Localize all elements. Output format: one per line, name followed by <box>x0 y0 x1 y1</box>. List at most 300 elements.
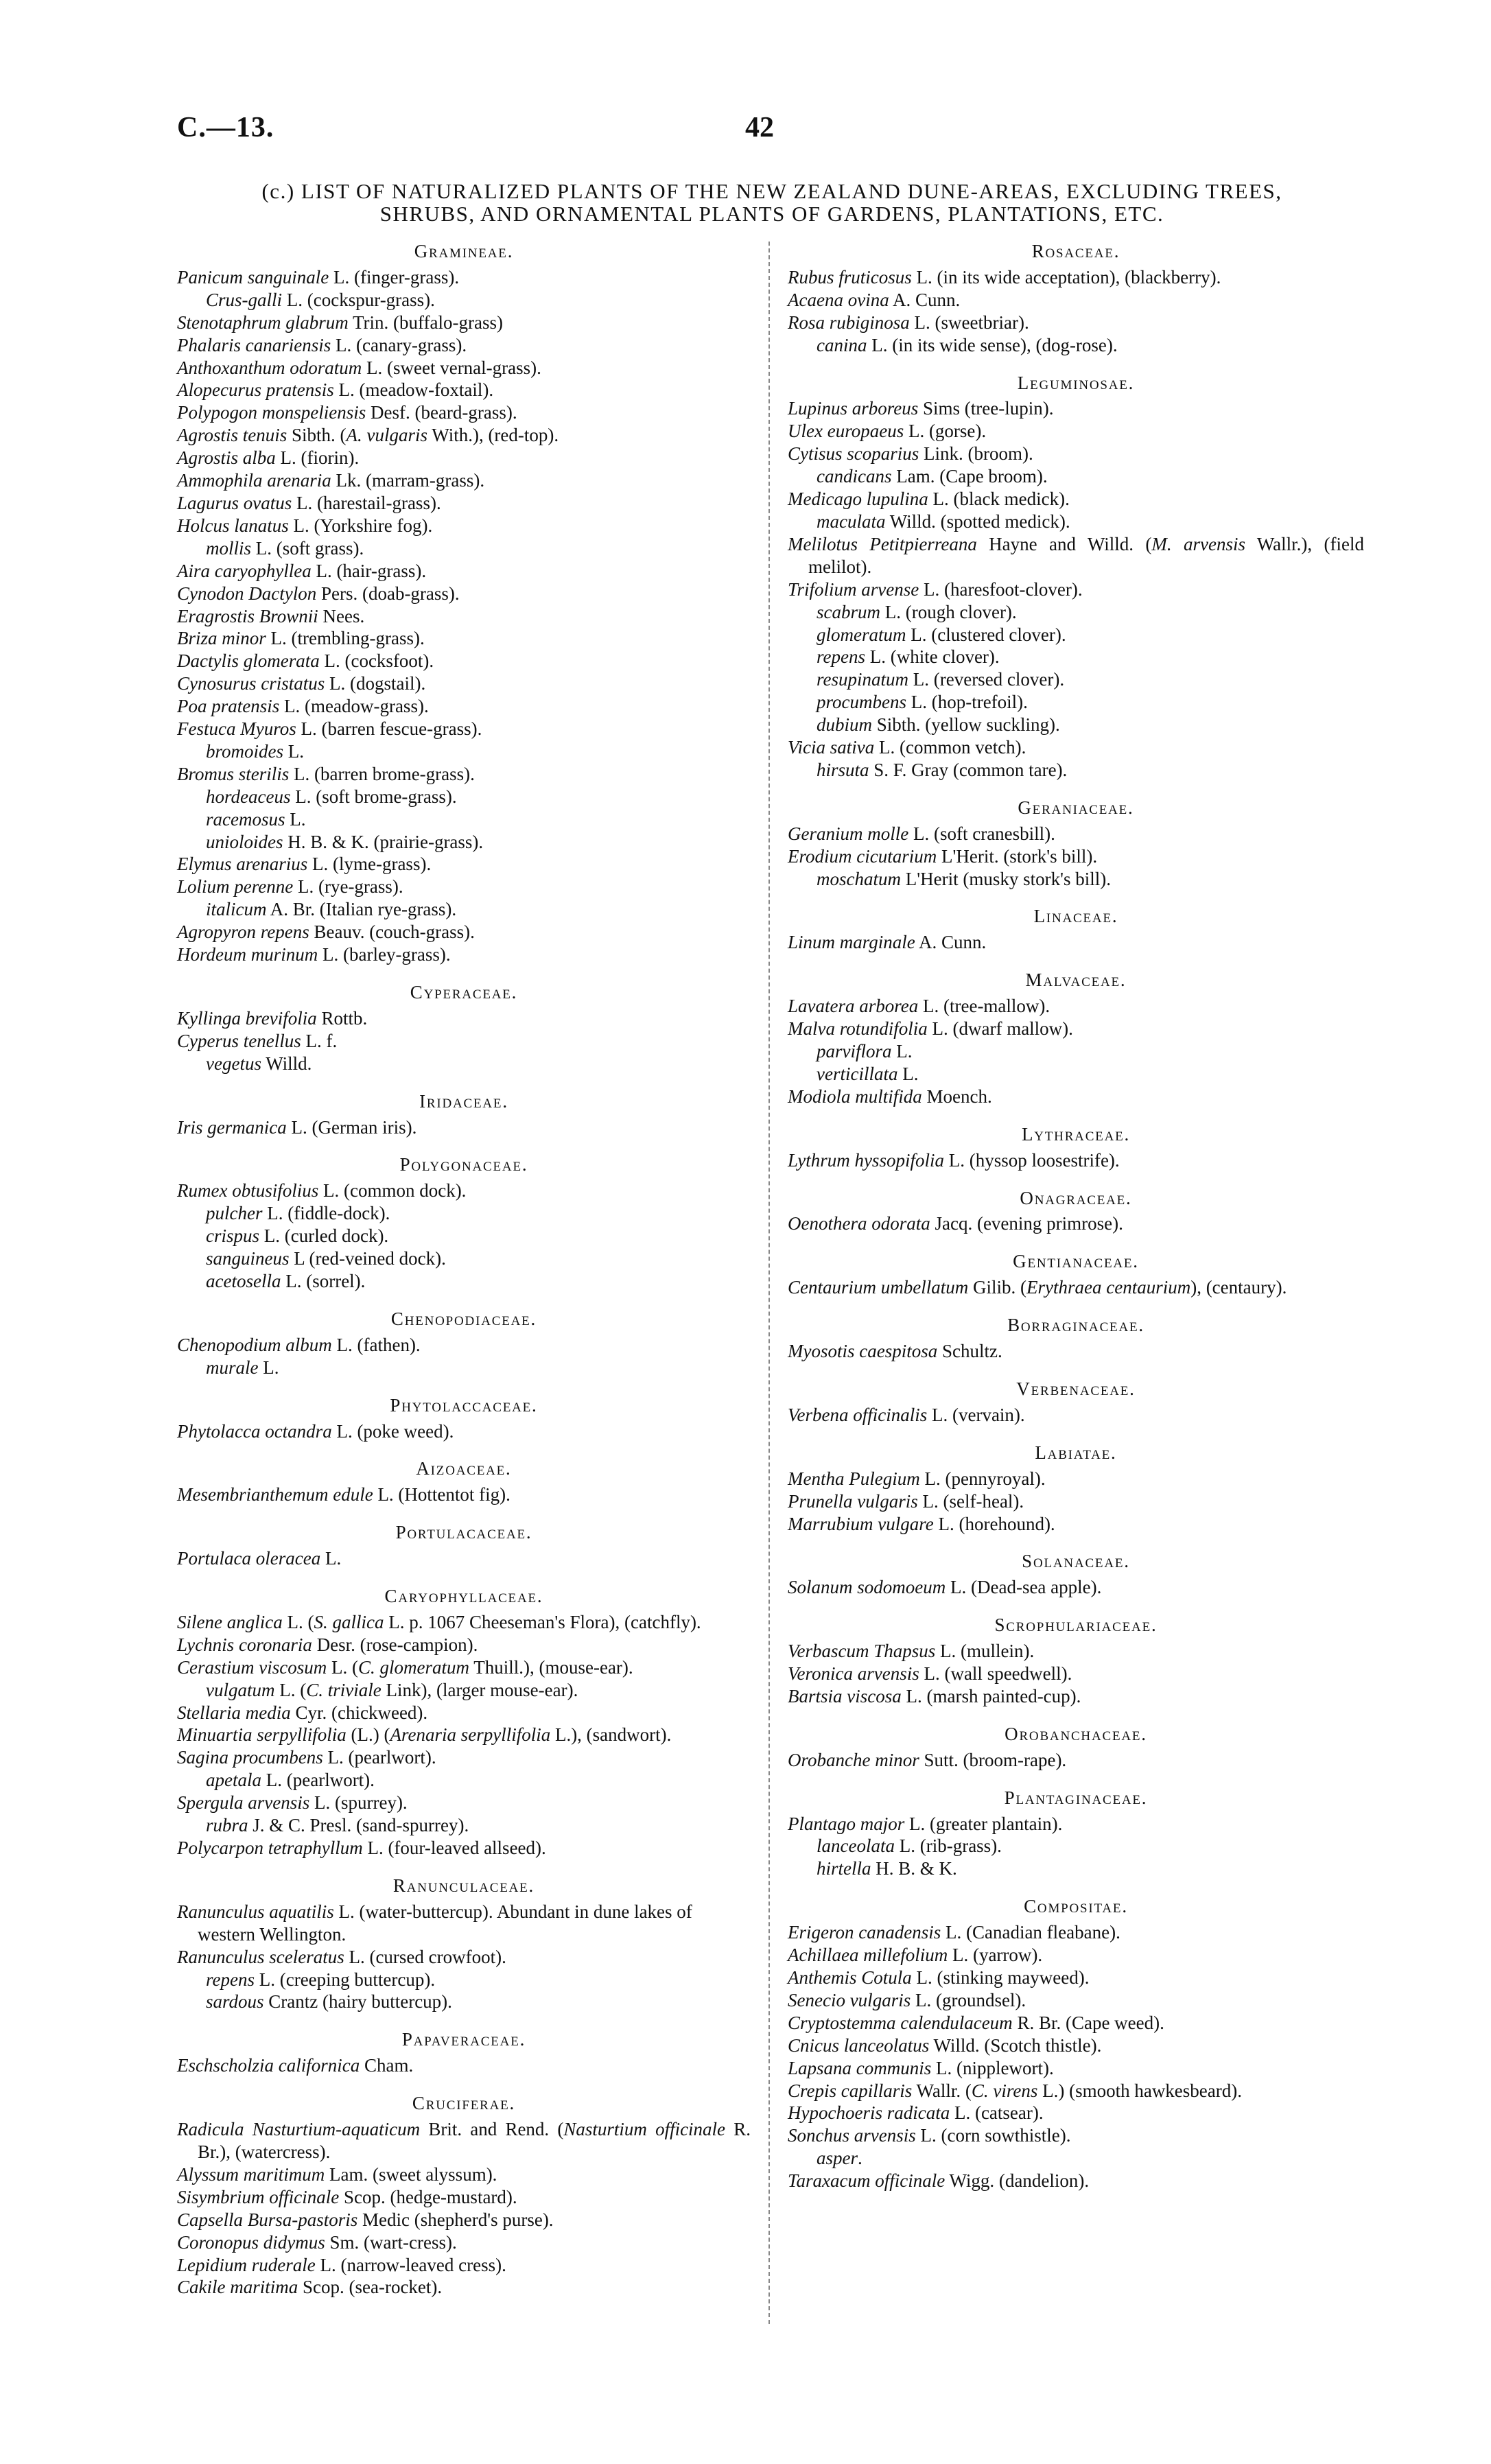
list-item <box>177 1814 751 1837</box>
list-item <box>788 1921 1364 1944</box>
species-authority: L. (corn sowthistle). <box>915 2125 1071 2146</box>
species-authority: J. & C. Presl. (sand-spurrey). <box>248 1815 469 1836</box>
species-name: Sonchus arvensis <box>788 2125 916 2146</box>
list-item <box>788 289 1364 312</box>
species-name: Agropyron repens <box>177 922 309 943</box>
list-item <box>788 1404 1364 1427</box>
list-item <box>177 1969 751 1991</box>
list-item <box>788 1340 1364 1363</box>
list-item <box>788 2012 1364 2034</box>
species-name: Bromus sterilis <box>177 763 290 784</box>
species-name: Prunella vulgaris <box>788 1490 918 1512</box>
species-name: Phytolacca octandra <box>177 1420 332 1442</box>
species-name: Linum marginale <box>788 932 915 953</box>
species-name: Polycarpon tetraphyllum <box>177 1838 363 1858</box>
species-authority: L. (mullein). <box>935 1641 1035 1662</box>
species-name: racemosus <box>206 808 285 830</box>
family-heading: Cruciferae. <box>412 2093 516 2114</box>
species-authority: L. (harestail-grass). <box>292 492 441 513</box>
list-item <box>177 2209 751 2231</box>
list-item <box>177 672 751 695</box>
species-authority: L. (spurrey). <box>309 1792 408 1814</box>
list-item <box>177 1270 751 1293</box>
list-item <box>177 469 751 492</box>
species-name: Anthemis Cotula <box>788 1967 912 1988</box>
list-item <box>177 1116 751 1139</box>
species-authority: . <box>858 2148 862 2169</box>
list-item <box>788 2124 1364 2147</box>
species-name: parviflora <box>817 1041 892 1061</box>
species-authority: L. (rough clover). <box>880 601 1017 622</box>
species-note: Thuill.), (mouse-ear). <box>469 1656 633 1678</box>
species-authority: L. (clustered clover). <box>906 624 1066 645</box>
list-item <box>788 1967 1364 1989</box>
list-item <box>177 2186 751 2209</box>
species-name: Malva rotundifolia <box>788 1018 928 1040</box>
species-authority: L. (wall speedwell). <box>919 1663 1072 1685</box>
list-item <box>177 943 751 966</box>
species-authority: L. <box>283 740 304 762</box>
list-item <box>177 515 751 537</box>
species-name: Chenopodium album <box>177 1334 332 1355</box>
list-item <box>177 831 751 854</box>
species-name: Coronopus didymus <box>177 2231 325 2253</box>
species-name: rubra <box>206 1815 248 1836</box>
family-heading: Gramineae. <box>414 241 514 261</box>
species-name: Stenotaphrum glabrum <box>177 312 349 333</box>
list-item <box>788 1212 1364 1235</box>
species-authority: L. (sweet vernal-grass). <box>362 357 541 378</box>
synonym-name: Nasturtium officinale <box>563 2119 726 2140</box>
list-item <box>177 763 751 786</box>
list-item <box>788 1468 1364 1490</box>
family-heading: Scrophulariaceae. <box>994 1615 1158 1636</box>
species-authority: Cham. <box>360 2055 414 2076</box>
species-name: verticillata <box>817 1063 898 1084</box>
species-name: Eragrostis Brownii <box>177 605 318 626</box>
species-authority: L. (gorse). <box>904 421 987 442</box>
species-note: Link), (larger mouse-ear). <box>381 1679 578 1700</box>
list-item <box>177 560 751 583</box>
species-name: Ranunculus aquatilis <box>177 1901 334 1922</box>
list-item <box>177 1247 751 1270</box>
species-authority: L. (trembling-grass). <box>266 628 425 649</box>
species-name: crispus <box>206 1225 260 1247</box>
species-authority: Link. (broom). <box>919 443 1033 465</box>
list-item <box>177 2163 751 2186</box>
list-item <box>177 1769 751 1792</box>
species-name: Eschscholzia californica <box>177 2055 360 2076</box>
list-item <box>788 1857 1364 1880</box>
list-item <box>788 1663 1364 1685</box>
list-item <box>788 1149 1364 1172</box>
species-authority: L. (dogstail). <box>325 673 426 694</box>
list-item <box>177 786 751 808</box>
list-item <box>788 334 1364 357</box>
species-authority: Wallr. ( <box>912 2080 972 2101</box>
species-note: With.), (red-top). <box>427 425 559 446</box>
species-authority: Schultz. <box>937 1341 1002 1362</box>
list-item <box>788 759 1364 782</box>
family-heading: Chenopodiaceae. <box>390 1308 537 1329</box>
list-item <box>788 601 1364 624</box>
species-authority: L. (Canadian fleabane). <box>941 1922 1120 1943</box>
species-authority: L. <box>897 1063 919 1084</box>
species-name: canina <box>817 334 867 355</box>
species-authority: Beauv. (couch-grass). <box>309 922 475 943</box>
species-name: sanguineus <box>206 1248 290 1269</box>
species-name: Cryptostemma calendulaceum <box>788 2012 1013 2033</box>
list-item <box>788 2170 1364 2192</box>
family-heading: Iridaceae. <box>419 1090 508 1112</box>
species-name: Oenothera odorata <box>788 1213 930 1234</box>
list-item <box>177 1547 751 1570</box>
species-authority: L. (Hottentot fig). <box>373 1484 510 1505</box>
species-name: Radicula Nasturtium-aquaticum <box>177 2119 421 2140</box>
list-item <box>177 1483 751 1506</box>
species-name: Trifolium arvense <box>788 578 919 600</box>
list-item <box>177 1946 751 1969</box>
list-item <box>177 401 751 424</box>
list-item <box>177 583 751 605</box>
species-note: ), (centaury). <box>1190 1277 1287 1298</box>
species-name: lanceolata <box>817 1835 895 1857</box>
list-item <box>177 1357 751 1379</box>
species-name: Vicia sativa <box>788 737 875 758</box>
species-authority: Pers. (doab-grass). <box>316 583 460 604</box>
list-item <box>788 1490 1364 1513</box>
species-name: Iris germanica <box>177 1116 287 1138</box>
list-item <box>177 1702 751 1724</box>
list-item <box>177 1202 751 1225</box>
title-text-1: LIST OF NATURALIZED PLANTS OF THE NEW ZEALAND DUNE-AREAS, EXCLUDING TREES, <box>301 179 1282 203</box>
list-item <box>177 1724 751 1746</box>
list-item <box>788 1086 1364 1108</box>
species-authority: L. (barren fescue-grass). <box>296 718 482 740</box>
list-item <box>788 845 1364 868</box>
list-item <box>788 714 1364 736</box>
synonym-name: C. virens <box>971 2080 1038 2101</box>
species-authority: Scop. (sea-rocket). <box>298 2277 443 2298</box>
list-item <box>788 511 1364 533</box>
list-item <box>788 995 1364 1018</box>
species-name: Hypochoeris radicata <box>788 2102 950 2124</box>
species-name: Sisymbrium officinale <box>177 2186 340 2207</box>
species-name: hordeaceus <box>206 786 291 807</box>
list-item <box>788 312 1364 334</box>
species-name: Sagina procumbens <box>177 1747 323 1768</box>
species-name: Cynodon Dactylon <box>177 583 317 604</box>
species-authority: L (red-veined dock). <box>289 1248 446 1269</box>
synonym-name: Erythraea centaurium <box>1026 1277 1191 1298</box>
species-authority: A. Br. (Italian rye-grass). <box>266 899 457 920</box>
species-name: Cerastium viscosum <box>177 1656 327 1678</box>
list-item <box>788 2147 1364 2170</box>
species-authority: L. (cocksfoot). <box>319 650 434 672</box>
species-name: Mesembrianthemum edule <box>177 1484 373 1505</box>
species-name: bromoides <box>206 740 283 762</box>
species-authority: Hayne and Willd. ( <box>976 533 1152 554</box>
list-item <box>788 931 1364 954</box>
species-name: Cyperus tenellus <box>177 1030 301 1051</box>
list-item <box>177 2231 751 2254</box>
species-name: Taraxacum officinale <box>788 2170 946 2192</box>
family-heading: Gentianaceae. <box>1013 1251 1139 1272</box>
species-name: Lagurus ovatus <box>177 492 292 513</box>
species-authority: L. (in its wide acceptation), (blackberry). <box>911 266 1221 288</box>
species-name: Myosotis caespitosa <box>788 1341 938 1362</box>
synonym-name: C. glomeratum <box>357 1656 469 1678</box>
species-name: Mentha Pulegium <box>788 1468 920 1489</box>
species-authority: L. (common vetch). <box>874 737 1026 758</box>
family-heading: Leguminosae. <box>1017 372 1135 393</box>
list-item <box>788 1835 1364 1857</box>
list-item <box>788 1276 1364 1299</box>
species-authority: L. (soft cranesbill). <box>908 823 1055 844</box>
species-authority: L. (white clover). <box>865 646 1000 668</box>
species-authority: L. (German iris). <box>286 1116 417 1138</box>
species-authority: L. (groundsel). <box>911 1989 1026 2010</box>
species-name: Lythrum hyssopifolia <box>788 1149 944 1171</box>
synonym-name: A. vulgaris <box>346 425 428 446</box>
species-name: resupinatum <box>817 669 908 690</box>
species-authority: Moench. <box>921 1086 992 1107</box>
list-title <box>175 180 1369 225</box>
list-title-line-1 <box>175 180 1369 202</box>
species-name: Alyssum maritimum <box>177 2163 325 2185</box>
list-item <box>788 1749 1364 1772</box>
species-name: Modiola multifida <box>788 1086 922 1107</box>
species-authority: Sutt. (broom-rape). <box>919 1749 1067 1770</box>
species-name: procumbens <box>817 692 906 713</box>
list-item <box>788 1989 1364 2012</box>
list-item <box>177 1007 751 1030</box>
species-name: Rumex obtusifolius <box>177 1180 319 1201</box>
species-name: Marrubium vulgare <box>788 1513 934 1534</box>
species-authority: (L.) ( <box>346 1724 390 1746</box>
species-name: Lolium perenne <box>177 876 294 897</box>
species-authority: L. (soft grass). <box>251 537 364 559</box>
species-name: apetala <box>206 1770 261 1791</box>
list-item <box>788 2080 1364 2102</box>
species-authority: L. (yarrow). <box>948 1945 1043 1966</box>
species-authority: L. (black medick). <box>928 489 1070 510</box>
species-name: hirtella <box>817 1858 871 1879</box>
family-heading: Lythraceae. <box>1021 1123 1131 1145</box>
list-item <box>788 1576 1364 1599</box>
synonym-name: S. gallica <box>314 1611 384 1632</box>
list-item <box>788 1685 1364 1708</box>
species-authority: L. (hop-trefoil). <box>906 692 1028 713</box>
species-authority: L. (four-leaved allseed). <box>362 1838 546 1858</box>
species-authority: L. (finger-grass). <box>329 266 460 288</box>
species-authority: L. (pennyroyal). <box>919 1468 1046 1489</box>
species-name: Erodium cicutarium <box>788 845 937 867</box>
species-authority: Lam. (Cape broom). <box>891 466 1048 487</box>
species-name: Aira caryophyllea <box>177 560 312 581</box>
family-heading: Caryophyllaceae. <box>384 1586 543 1607</box>
species-name: Centaurium umbellatum <box>788 1277 969 1298</box>
species-authority: L. (pearlwort). <box>322 1747 436 1768</box>
species-name: Ranunculus sceleratus <box>177 1946 344 1967</box>
family-heading: Borraginaceae. <box>1007 1315 1144 1336</box>
list-item <box>177 898 751 921</box>
list-item <box>788 2057 1364 2080</box>
list-item <box>788 691 1364 714</box>
list-item <box>177 1634 751 1656</box>
species-authority: L. (common dock). <box>318 1180 467 1201</box>
list-item <box>788 420 1364 443</box>
list-item <box>177 740 751 763</box>
species-name: Spergula arvensis <box>177 1792 310 1814</box>
species-name: Stellaria media <box>177 1702 291 1723</box>
list-item <box>788 533 1364 578</box>
list-item <box>788 736 1364 759</box>
species-name: Hordeum murinum <box>177 944 318 965</box>
species-authority: Sm. (wart-cress). <box>325 2231 457 2253</box>
list-item <box>788 2034 1364 2057</box>
list-item <box>177 1837 751 1859</box>
species-authority: L. (fathen). <box>331 1334 421 1355</box>
species-name: Silene anglica <box>177 1611 283 1632</box>
list-item <box>177 424 751 447</box>
left-column <box>177 240 751 2299</box>
family-heading: Malvaceae. <box>1025 970 1127 991</box>
species-authority: L. (creeping buttercup). <box>254 1969 436 1990</box>
species-authority: L. <box>285 808 306 830</box>
species-authority: A. Cunn. <box>915 932 987 953</box>
species-authority: Trin. (buffalo-grass) <box>348 312 503 333</box>
species-authority: L. (fiorin). <box>275 447 360 469</box>
page-number: 42 <box>745 112 774 143</box>
species-name: Rosa rubiginosa <box>788 312 910 333</box>
species-name: Kyllinga brevifolia <box>177 1007 317 1029</box>
species-authority: Scop. (hedge-mustard). <box>339 2186 517 2207</box>
species-authority: R. Br. (Cape weed). <box>1012 2012 1164 2033</box>
species-note: Wallr.), (field melilot). <box>808 533 1364 577</box>
list-item <box>177 1991 751 2013</box>
species-name: vulgatum <box>206 1679 275 1700</box>
species-name: Portulaca oleracea <box>177 1548 321 1569</box>
species-authority: L. (hair-grass). <box>311 560 427 581</box>
species-name: Holcus lanatus <box>177 515 289 536</box>
species-authority: L. (poke weed). <box>331 1420 454 1442</box>
list-item <box>788 1513 1364 1536</box>
species-authority: L. ( <box>327 1656 358 1678</box>
species-name: Ammophila arenaria <box>177 470 331 491</box>
species-name: Cynosurus cristatus <box>177 673 325 694</box>
species-name: Cytisus scoparius <box>788 443 919 465</box>
species-authority: L. (reversed clover). <box>908 669 1065 690</box>
list-item <box>177 1225 751 1247</box>
species-name: Alopecurus pratensis <box>177 379 334 401</box>
species-authority: Gilib. ( <box>968 1277 1026 1298</box>
species-authority: L. (rib-grass). <box>894 1835 1002 1857</box>
species-name: hirsuta <box>817 759 869 780</box>
list-item <box>788 1040 1364 1063</box>
species-name: Cakile maritima <box>177 2277 298 2298</box>
species-authority: L. (soft brome-grass). <box>290 786 457 807</box>
species-name: Poa pratensis <box>177 696 280 717</box>
list-item <box>788 1063 1364 1086</box>
list-item <box>177 1746 751 1769</box>
list-item <box>177 1901 751 1946</box>
list-item <box>177 627 751 650</box>
species-authority: L. (barren brome-grass). <box>289 763 475 784</box>
species-note: R. Br.), (watercress). <box>198 2119 751 2162</box>
list-item <box>788 488 1364 511</box>
species-authority: L. (canary-grass). <box>331 334 467 355</box>
species-name: mollis <box>206 537 252 559</box>
species-authority: L. (stinking mayweed). <box>911 1967 1090 1988</box>
list-item <box>788 1813 1364 1835</box>
list-item <box>177 357 751 379</box>
species-authority: L. (self-heal). <box>917 1490 1024 1512</box>
species-name: Lepidium ruderale <box>177 2254 316 2275</box>
species-note: L.) (smooth hawkesbeard). <box>1037 2080 1243 2101</box>
family-heading: Polygonaceae. <box>399 1154 528 1175</box>
species-name: Panicum sanguinale <box>177 266 329 288</box>
species-name: Senecio vulgaris <box>788 1989 911 2010</box>
list-item <box>177 718 751 740</box>
species-authority: Sims (tree-lupin). <box>918 398 1054 419</box>
species-authority: L. (tree-mallow). <box>918 996 1050 1017</box>
list-item <box>788 1640 1364 1663</box>
species-name: glomeratum <box>817 624 906 645</box>
species-name: Lupinus arboreus <box>788 398 919 419</box>
species-name: moschatum <box>817 868 901 889</box>
family-heading: Compositae. <box>1024 1896 1128 1917</box>
species-name: Geranium molle <box>788 823 909 844</box>
list-item <box>177 334 751 357</box>
species-name: Briza minor <box>177 628 266 649</box>
list-item <box>788 465 1364 488</box>
species-name: Medicago lupulina <box>788 489 928 510</box>
right-column <box>788 240 1364 2192</box>
family-heading: Onagraceae. <box>1020 1187 1132 1208</box>
family-heading: Linaceae. <box>1033 906 1118 927</box>
synonym-name: Arenaria serpyllifolia <box>390 1724 551 1746</box>
list-item <box>177 379 751 401</box>
species-authority: Lk. (marram-grass). <box>331 470 485 491</box>
species-authority: L. (sorrel). <box>281 1270 366 1291</box>
species-note: L. p. 1067 Cheeseman's Flora), (catchfly). <box>384 1611 701 1632</box>
species-authority: L. (marsh painted-cup). <box>901 1685 1081 1706</box>
list-item <box>177 1180 751 1202</box>
family-heading: Portulacaceae. <box>395 1522 532 1543</box>
species-name: Veronica arvensis <box>788 1663 919 1685</box>
species-name: Minuartia serpyllifolia <box>177 1724 347 1746</box>
list-item <box>177 808 751 831</box>
species-name: murale <box>206 1357 259 1378</box>
species-name: unioloides <box>206 831 283 852</box>
species-authority: L. (pearlwort). <box>261 1770 375 1791</box>
species-authority: Sibth. ( <box>287 425 347 446</box>
species-authority: L. (sweetbriar). <box>909 312 1029 333</box>
species-name: Festuca Myuros <box>177 718 296 740</box>
list-item <box>788 646 1364 668</box>
list-item <box>177 492 751 515</box>
species-name: pulcher <box>206 1203 263 1224</box>
species-authority: L. (cursed crowfoot). <box>344 1946 506 1967</box>
list-item <box>788 668 1364 691</box>
list-item <box>177 312 751 334</box>
species-name: acetosella <box>206 1270 281 1291</box>
family-heading: Phytolaccaceae. <box>390 1394 538 1416</box>
species-name: Elymus arenarius <box>177 854 308 875</box>
list-item <box>177 1334 751 1357</box>
species-authority: Nees. <box>318 605 365 626</box>
